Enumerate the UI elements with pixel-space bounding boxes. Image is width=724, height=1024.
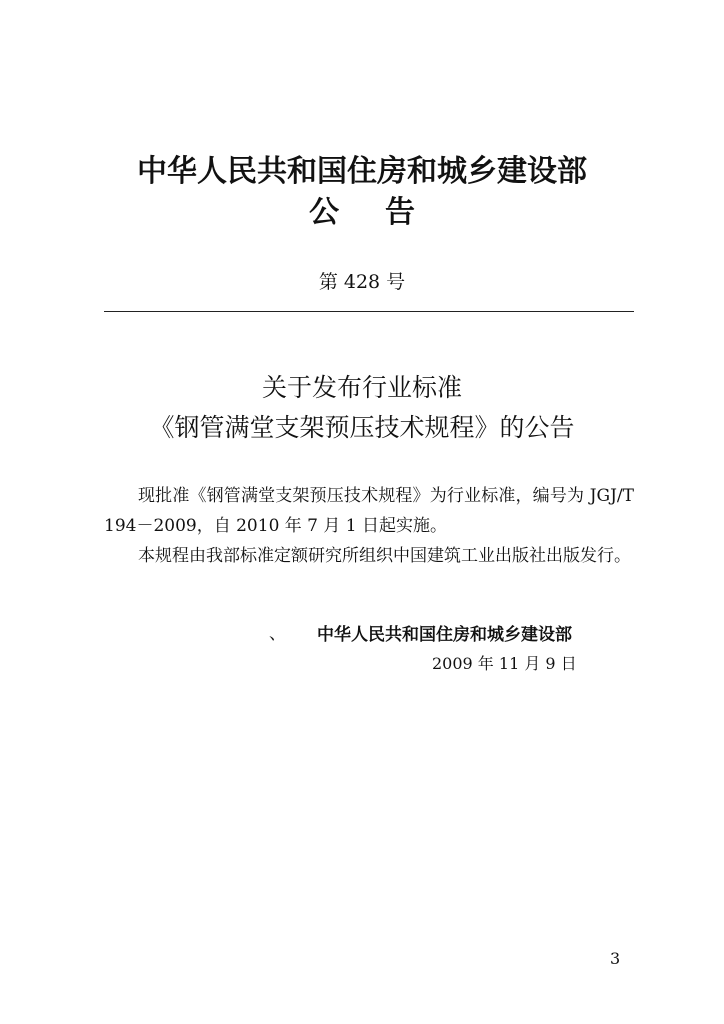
page-number: 3 [610, 949, 621, 968]
ministry-title: 中华人民共和国住房和城乡建设部 [137, 154, 587, 189]
subject-title-line2: 《钢管满堂支架预压技术规程》的公告 [149, 413, 575, 442]
subject-title-line1: 关于发布行业标准 [261, 373, 462, 402]
notice-body [104, 481, 634, 571]
body-paragraph-approval: 现批准《钢管满堂支架预压技术规程》为行业标准，编号为 JGJ/T 194－2009，自 2010 年 7 月 1 日起实施。 [104, 486, 634, 536]
header-divider [104, 311, 634, 312]
notice-label: 公告 [309, 195, 461, 230]
signature-mark: 、 [269, 624, 286, 644]
signature-organization: 中华人民共和国住房和城乡建设部 [317, 625, 572, 645]
issue-number: 第 428 号 [318, 271, 406, 293]
body-paragraph-publication: 本规程由我部标准定额研究所组织中国建筑工业出版社出版发行。 [138, 546, 631, 566]
signature-date: 2009 年 11 月 9 日 [432, 654, 577, 673]
